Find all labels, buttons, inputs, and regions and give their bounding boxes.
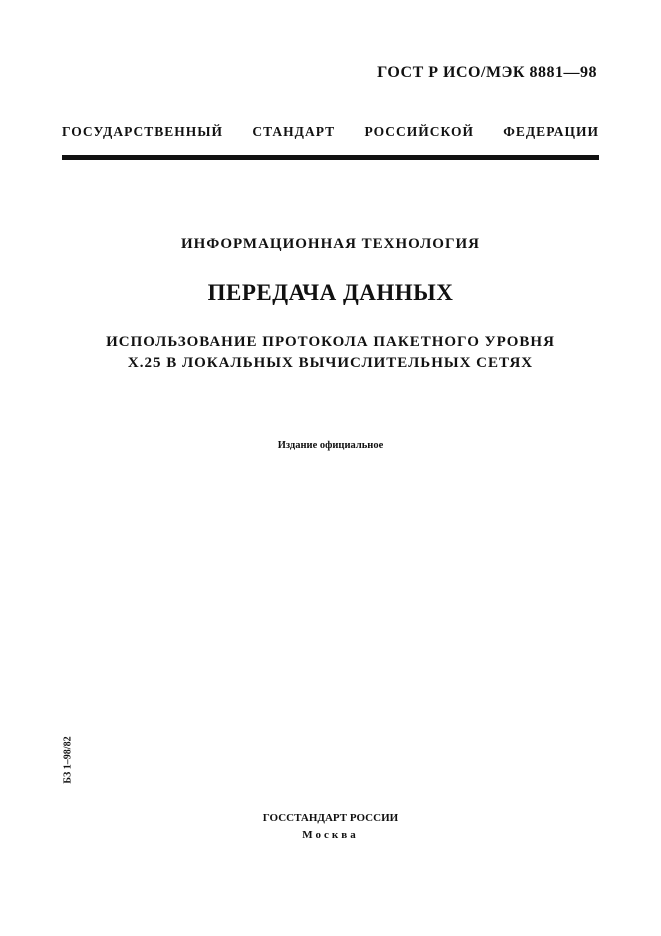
edition-note: Издание официальное [277, 440, 384, 451]
standard-heading [62, 124, 599, 140]
standard-word: ФЕДЕРАЦИИ [503, 124, 599, 139]
horizontal-rule [62, 155, 599, 160]
subtitle-line-2: X.25 В ЛОКАЛЬНЫХ ВЫЧИСЛИТЕЛЬНЫХ СЕТЯХ [127, 355, 534, 371]
city: Москва [302, 829, 359, 841]
standard-word: ГОСУДАРСТВЕННЫЙ [62, 124, 224, 139]
document-title: ПЕРЕДАЧА ДАННЫХ [207, 280, 454, 305]
standard-word: РОССИЙСКОЙ [364, 124, 474, 139]
side-code: БЗ 1–98/82 [62, 736, 74, 784]
document-code: ГОСТ Р ИСО/МЭК 8881—98 [377, 64, 597, 81]
standard-word: СТАНДАРТ [252, 124, 336, 139]
field-heading: ИНФОРМАЦИОННАЯ ТЕХНОЛОГИЯ [180, 236, 480, 252]
subtitle-line-1: ИСПОЛЬЗОВАНИЕ ПРОТОКОЛА ПАКЕТНОГО УРОВНЯ [106, 334, 555, 350]
publisher: ГОССТАНДАРТ РОССИИ [262, 812, 399, 824]
